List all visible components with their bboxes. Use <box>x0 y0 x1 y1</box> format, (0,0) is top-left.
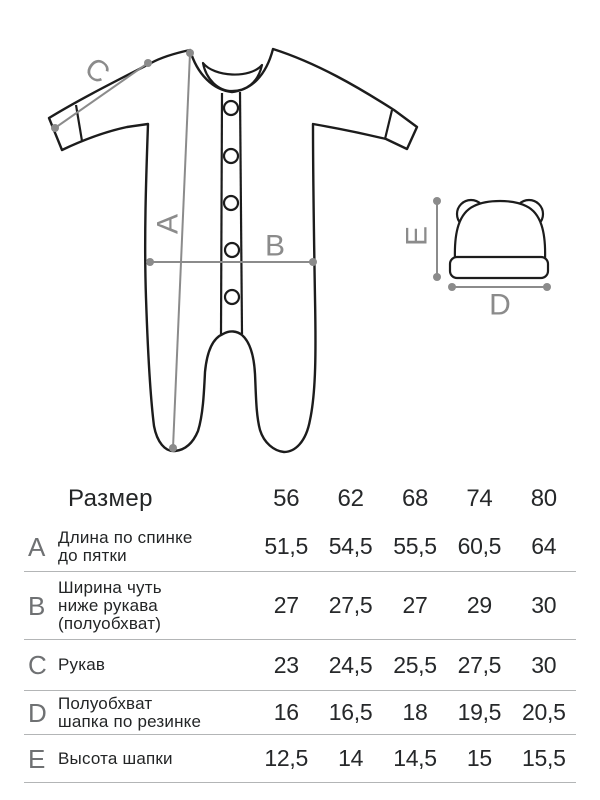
header-size-56: 56 <box>273 485 300 512</box>
size-chart-table <box>24 476 576 783</box>
cell-value: 27 <box>273 592 299 618</box>
cell-value: 29 <box>466 592 492 618</box>
measure-label-c: C <box>78 51 116 91</box>
button <box>224 149 238 163</box>
header-size-label: Размер <box>68 485 153 512</box>
cell-value: 14 <box>338 745 364 771</box>
row-label <box>58 695 254 731</box>
measure-dot <box>543 283 551 291</box>
header-size-80: 80 <box>530 485 557 512</box>
measure-dot <box>169 444 177 452</box>
measure-dot <box>146 258 154 266</box>
row-letter: B <box>28 590 46 621</box>
row-letter: C <box>28 650 47 680</box>
row-label-line: шапка по резинке <box>58 711 202 731</box>
cell-value: 18 <box>402 699 428 725</box>
cell-value: 27,5 <box>457 651 502 678</box>
cell-value: 12,5 <box>264 745 308 771</box>
placket-left-line <box>221 93 222 334</box>
table-header-row <box>24 476 576 522</box>
hat-dome <box>455 201 545 260</box>
measure-label-d: D <box>489 288 511 322</box>
row-label <box>58 656 254 674</box>
cell-value: 55,5 <box>393 533 437 559</box>
table-row-e <box>24 735 576 783</box>
measure-dot <box>448 283 456 291</box>
cell-value: 51,5 <box>264 533 308 559</box>
row-label-line: Высота шапки <box>58 748 173 768</box>
row-label-line: Полуобхват <box>58 693 153 713</box>
cell-value: 60,5 <box>457 533 502 559</box>
table-row-a <box>24 522 576 572</box>
cell-value: 27 <box>402 592 428 618</box>
row-label <box>58 529 254 565</box>
cell-value: 27,5 <box>328 592 373 618</box>
cell-value: 15 <box>466 745 492 771</box>
button <box>224 101 238 115</box>
measure-label-e: E <box>400 225 434 247</box>
measure-label-a: A <box>151 213 185 235</box>
table-row-d <box>24 691 576 735</box>
hat-brim <box>450 257 548 278</box>
cell-value: 23 <box>273 651 299 678</box>
measure-dot <box>144 59 152 67</box>
button <box>225 290 239 304</box>
header-size-62: 62 <box>337 485 364 512</box>
row-label-line: Ширина чуть <box>58 577 162 597</box>
row-letter: A <box>28 531 46 562</box>
button <box>225 243 239 257</box>
measure-label-b: B <box>264 229 286 263</box>
measure-dot <box>186 49 194 57</box>
cell-value: 20,5 <box>522 699 566 725</box>
measure-dot <box>433 197 441 205</box>
row-label <box>58 579 254 633</box>
cell-value: 24,5 <box>328 651 373 678</box>
row-label <box>58 750 254 768</box>
row-label-line: ниже рукава <box>58 595 158 615</box>
cell-value: 16,5 <box>328 699 373 725</box>
row-label-line: Рукав <box>58 655 106 674</box>
cell-value: 19,5 <box>457 699 502 725</box>
measure-dot <box>309 258 317 266</box>
cell-value: 16 <box>273 699 299 725</box>
header-size-68: 68 <box>401 485 429 512</box>
cell-value: 25,5 <box>393 651 437 678</box>
cell-value: 15,5 <box>522 745 566 771</box>
measure-dot <box>51 124 59 132</box>
table-row-c <box>24 640 576 691</box>
button <box>224 196 238 210</box>
cell-value: 30 <box>531 592 557 618</box>
measure-dot <box>433 273 441 281</box>
row-label-line: Длина по спинке <box>58 527 193 547</box>
cell-value: 64 <box>531 533 557 559</box>
row-label-line: (полуобхват) <box>58 613 162 633</box>
table-row-b <box>24 572 576 640</box>
row-letter: D <box>28 697 47 728</box>
row-label-line: до пятки <box>58 545 127 565</box>
row-letter: E <box>28 743 46 774</box>
cell-value: 30 <box>531 651 557 678</box>
cell-value: 54,5 <box>328 533 373 559</box>
cell-value: 14,5 <box>393 745 437 771</box>
header-size-74: 74 <box>466 485 493 512</box>
